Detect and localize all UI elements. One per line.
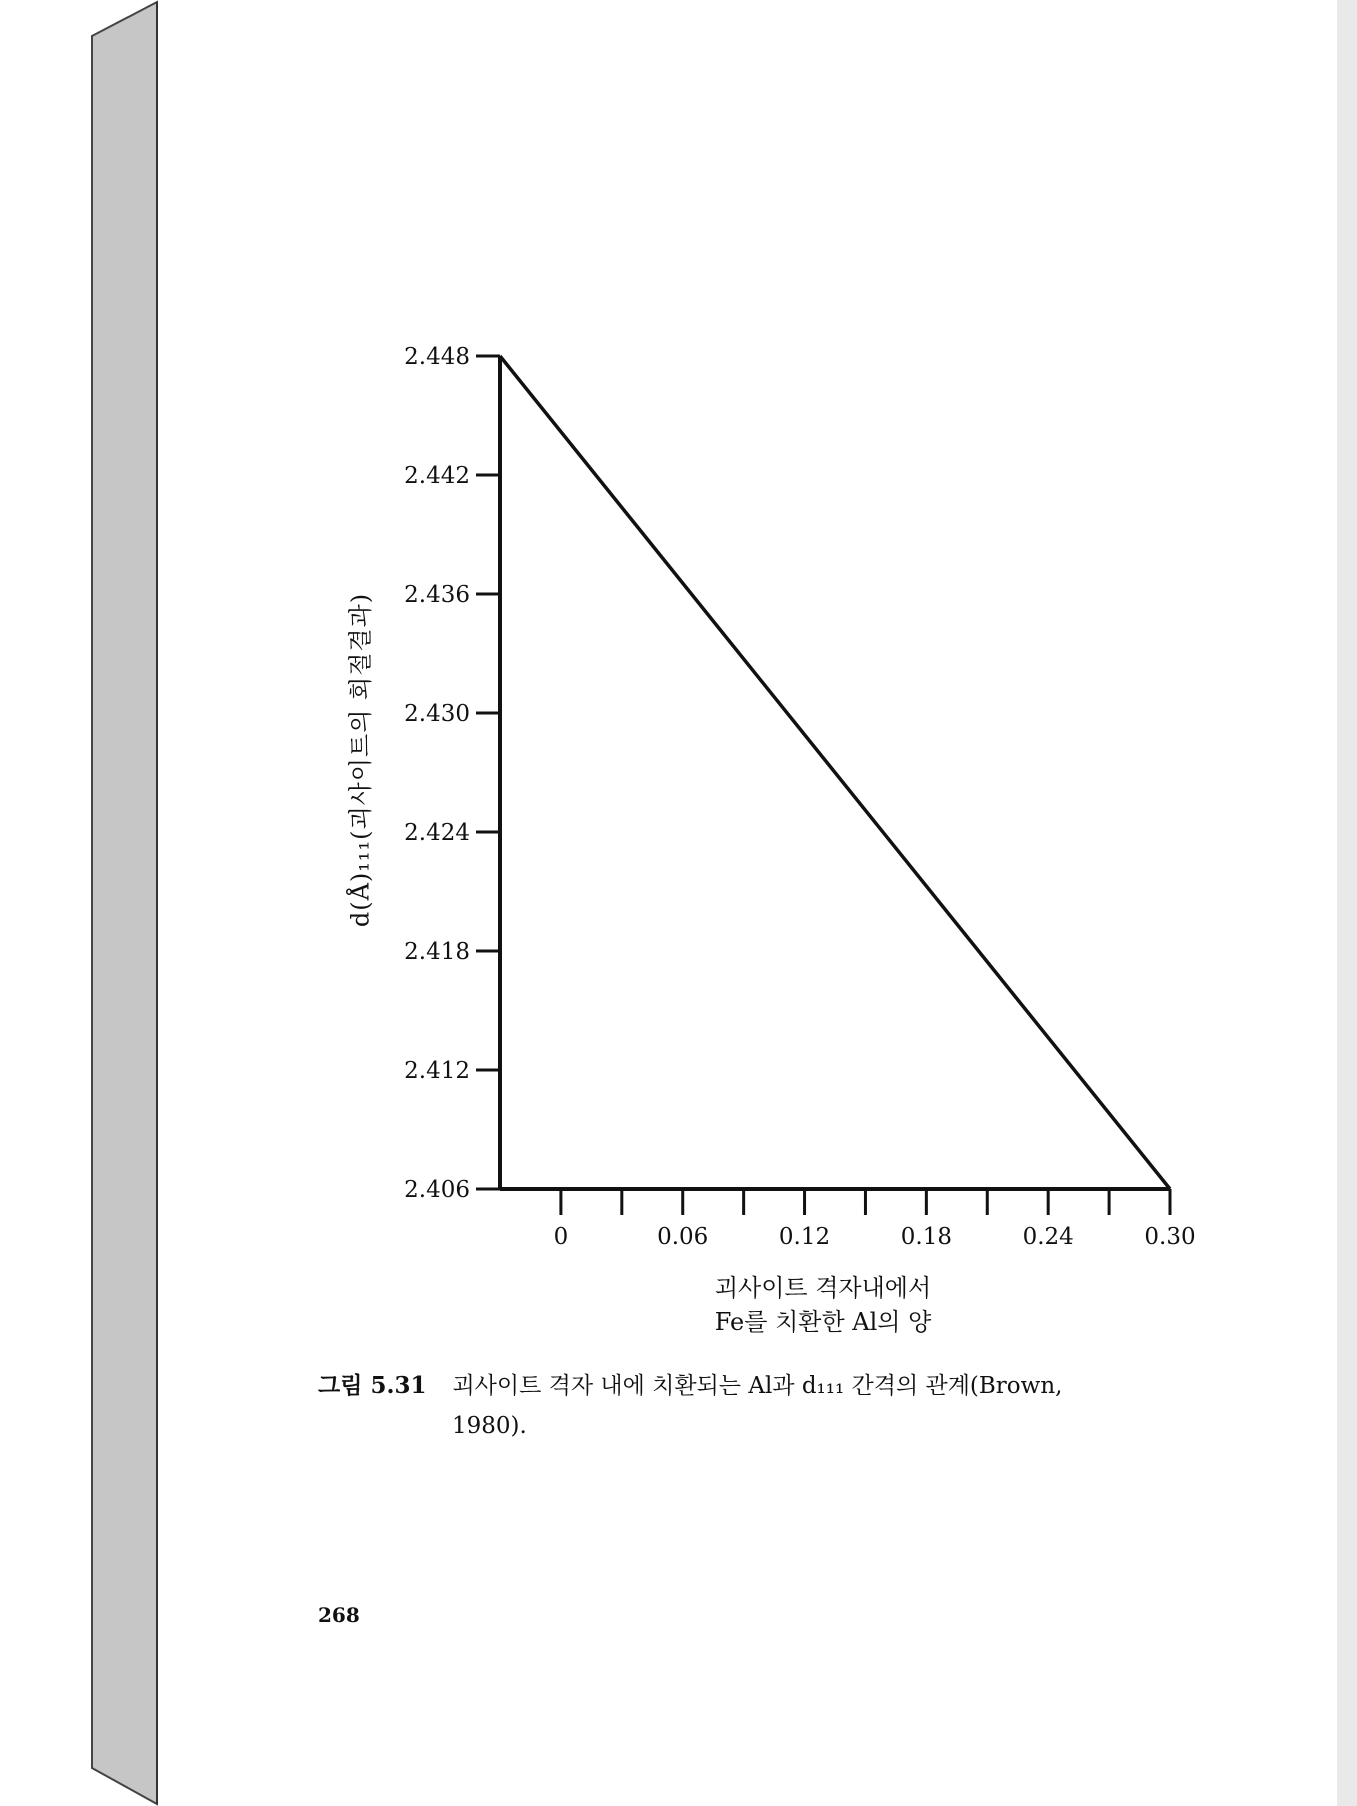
chart-ticks xyxy=(404,344,1195,1250)
y-tick-label: 2.430 xyxy=(404,701,470,727)
caption-text: 괴사이트 격자 내에 치환되는 Al과 d₁₁₁ 간격의 관계(Brown, xyxy=(452,1373,1063,1399)
x-axis-label-line1: 괴사이트 격자내에서 xyxy=(714,1274,932,1302)
x-tick-label: 0.06 xyxy=(657,1224,709,1250)
chart-series xyxy=(500,356,1170,1189)
y-tick-label: 2.424 xyxy=(404,820,470,846)
y-tick-label: 2.436 xyxy=(404,582,470,608)
y-tick-label: 2.406 xyxy=(404,1177,470,1203)
y-axis-label: d(Å)₁₁₁(괴사이트의 회절결과) xyxy=(346,592,375,928)
caption-text-line2: 1980). xyxy=(452,1413,527,1439)
caption-label: 그림 5.31 xyxy=(318,1372,427,1399)
series-line xyxy=(500,356,1170,1189)
y-tick-label: 2.412 xyxy=(404,1058,470,1084)
x-tick-label: 0.12 xyxy=(778,1224,831,1250)
x-tick-label: 0.30 xyxy=(1144,1224,1196,1250)
y-tick-label: 2.418 xyxy=(404,939,470,965)
x-tick-label: 0 xyxy=(553,1224,569,1250)
x-axis-label-line2: Fe를 치환한 Al의 양 xyxy=(714,1308,932,1336)
x-tick-label: 0.24 xyxy=(1022,1224,1074,1250)
x-tick-label: 0.18 xyxy=(900,1224,952,1250)
y-tick-label: 2.448 xyxy=(404,344,470,370)
y-tick-label: 2.442 xyxy=(404,463,470,489)
page-number: 268 xyxy=(318,1603,360,1627)
figure-caption xyxy=(318,1366,1063,1439)
